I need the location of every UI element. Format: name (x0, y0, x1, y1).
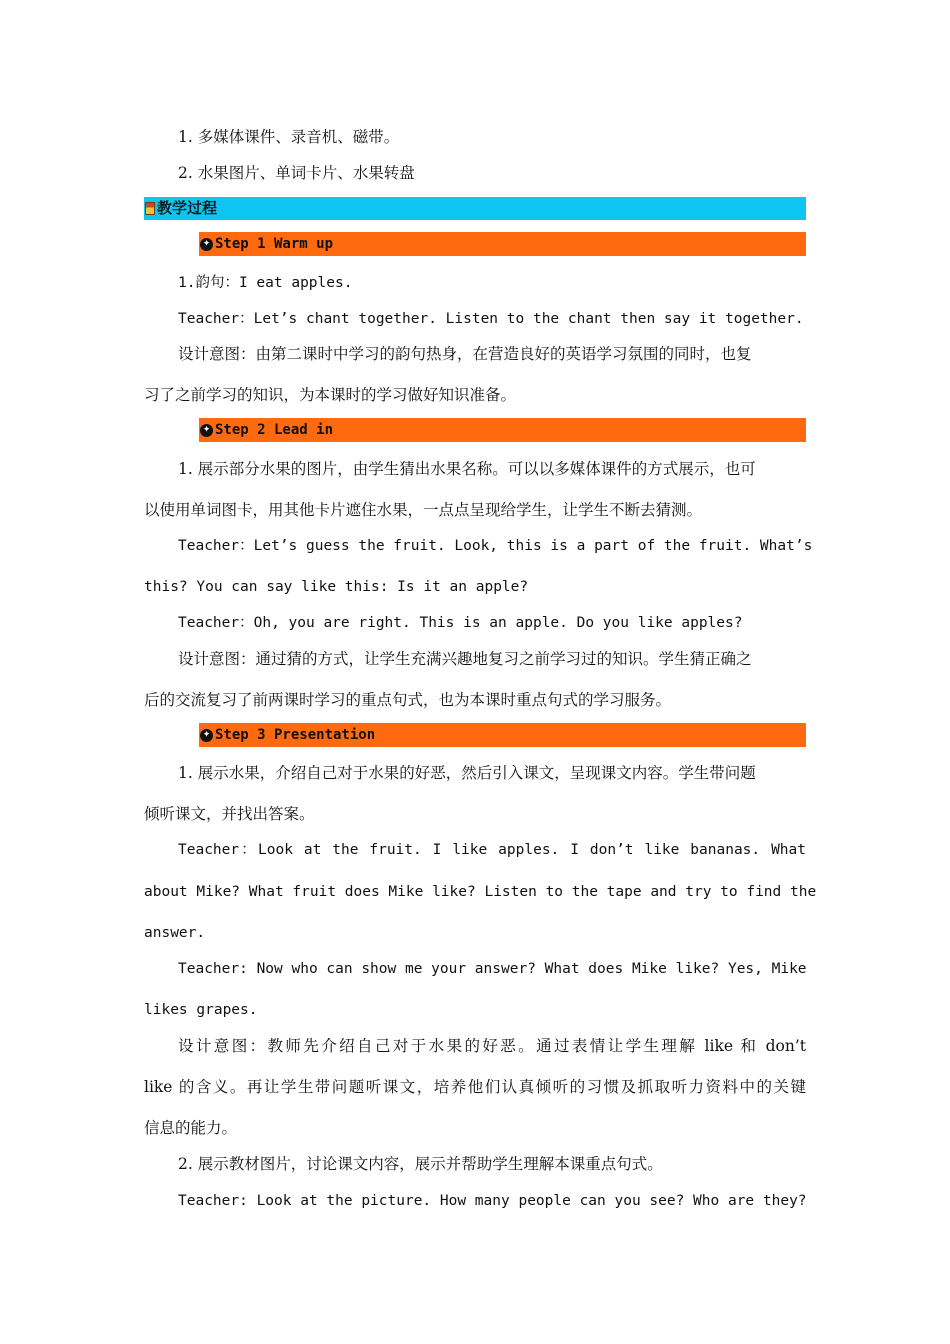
teacher-line-cont: about Mike? What fruit does Mike like? Listen to the tape and try to find the (144, 884, 817, 900)
teacher-line-cont: likes grapes. (144, 1002, 258, 1018)
chant-line: 1.韵句：I eat apples. (178, 275, 353, 291)
activity-line-cont: 倾听课文，并找出答案。 (144, 805, 315, 823)
design-intent-cont: 信息的能力。 (144, 1119, 238, 1137)
activity-line-cont: 以使用单词图卡，用其他卡片遮住水果，一点点呈现给学生，让学生不断去猜测。 (144, 501, 703, 519)
materials-item: 2. 水果图片、单词卡片、水果转盘 (178, 164, 415, 182)
step-1-label: Step 1 Warm up (215, 236, 334, 252)
teacher-line: Teacher：Let’s guess the fruit. Look, this is a part of the fruit. What’s (178, 538, 813, 554)
teacher-line: Teacher：Oh, you are right. This is an apple. Do you like apples? (178, 615, 743, 631)
materials-item: 1. 多媒体课件、录音机、磁带。 (178, 128, 400, 146)
teacher-line-cont: this? You can say like this: Is it an apple? (144, 579, 529, 595)
section-title: 教学过程 (157, 199, 218, 217)
step-2-header (199, 418, 806, 442)
teacher-line-cont: answer. (144, 925, 206, 941)
teacher-line: Teacher: Now who can show me your answer? What does Mike like? Yes, Mike (178, 961, 807, 977)
design-intent: 设计意图：教师先介绍自己对于水果的好恶。通过表情让学生理解 like 和 don’t (178, 1037, 806, 1055)
star-bullet-icon: ✦ (200, 729, 213, 742)
design-intent-cont: like 的含义。再让学生带问题听课文，培养他们认真倾听的习惯及抓取听力资料中的关键 (144, 1078, 806, 1096)
activity-line: 1. 展示水果，介绍自己对于水果的好恶，然后引入课文，呈现课文内容。学生带问题 (178, 764, 756, 782)
teacher-line: Teacher: Look at the picture. How many people can you see? Who are they? (178, 1193, 807, 1209)
design-intent-cont: 习了之前学习的知识，为本课时的学习做好知识准备。 (144, 386, 517, 404)
activity-line: 1. 展示部分水果的图片，由学生猜出水果名称。可以以多媒体课件的方式展示，也可 (178, 460, 756, 478)
star-bullet-icon: ✦ (200, 424, 213, 437)
step-2-label: Step 2 Lead in (215, 422, 334, 438)
teacher-line: Teacher：Let’s chant together. Listen to the chant then say it together. (178, 311, 804, 327)
bookmark-icon (145, 202, 155, 215)
section-banner (144, 197, 806, 220)
step-3-header (199, 723, 806, 747)
step-3-label: Step 3 Presentation (215, 727, 376, 743)
design-intent: 设计意图：由第二课时中学习的韵句热身，在营造良好的英语学习氛围的同时，也复 (178, 345, 752, 363)
step-1-header (199, 232, 806, 256)
design-intent: 设计意图：通过猜的方式，让学生充满兴趣地复习之前学习过的知识。学生猜正确之 (178, 650, 752, 668)
design-intent-cont: 后的交流复习了前两课时学习的重点句式，也为本课时重点句式的学习服务。 (144, 691, 672, 709)
teacher-line: Teacher：Look at the fruit. I like apples. I don’t like bananas. What (178, 842, 806, 858)
star-bullet-icon: ✦ (200, 238, 213, 251)
activity-line: 2. 展示教材图片，讨论课文内容，展示并帮助学生理解本课重点句式。 (178, 1155, 663, 1173)
